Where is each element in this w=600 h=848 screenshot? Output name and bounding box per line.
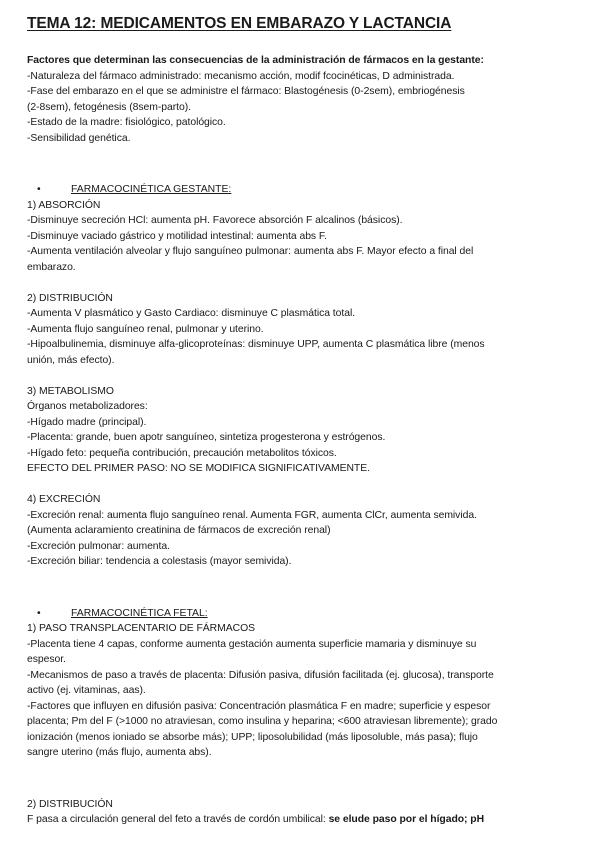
- text-line: -Hipoalbulinemia, disminuye alfa-glicoproteínas: disminuye UPP, aumenta C plasmática libre (menos: [27, 339, 485, 350]
- text-line: -Disminuye secreción HCl: aumenta pH. Favorece absorción F alcalinos (básicos).: [27, 215, 403, 226]
- text-normal: F pasa a circulación general del feto a través de cordón umbilical:: [27, 814, 329, 825]
- subsection-heading: 2) DISTRIBUCIÓN: [27, 798, 113, 810]
- section-heading: [27, 606, 573, 622]
- text-line: activo (ej. vitaminas, aas).: [27, 685, 146, 696]
- text-line: sangre uterino (más flujo, aumenta abs).: [27, 747, 212, 758]
- subsection-heading: 1) ABSORCIÓN: [27, 199, 101, 211]
- text-line: -Hígado feto: pequeña contribución, precaución metabolitos tóxicos.: [27, 447, 337, 459]
- text-line: EFECTO DEL PRIMER PASO: NO SE MODIFICA SIGNIFICATIVAMENTE.: [27, 463, 370, 474]
- text-line: -Aumenta V plasmático y Gasto Cardiaco: disminuye C plasmática total.: [27, 308, 356, 319]
- text-line: placenta; Pm del F (>1000 no atraviesan, como insulina y heparina; <600 atraviesan libremente); grado: [27, 716, 498, 727]
- subsection-heading: 4) EXCRECIÓN: [27, 494, 101, 505]
- text-line: -Hígado madre (principal).: [27, 416, 147, 428]
- text-line: -Placenta: grande, buen apotr sanguíneo, sintetiza progesterona y estrógenos.: [27, 432, 386, 443]
- text-line: (Aumenta aclaramiento creatinina de fármacos de excreción renal): [27, 525, 331, 536]
- intro-line: -Sensibilidad genética.: [27, 132, 131, 144]
- text-line: -Placenta tiene 4 capas, conforme aumenta gestación aumenta superficie mamaria y disminuye su: [27, 638, 477, 650]
- intro-line: (2-8sem), fetogénesis (8sem-parto).: [27, 101, 191, 113]
- subsection-heading: 1) PASO TRANSPLACENTARIO DE FÁRMACOS: [27, 623, 255, 634]
- page-title: TEMA 12: MEDICAMENTOS EN EMBARAZO Y LACTANCIA: [27, 15, 452, 32]
- subsection-heading: 3) METABOLISMO: [27, 385, 114, 397]
- section-heading: [27, 182, 573, 198]
- section-title: FARMACOCINÉTICA FETAL:: [71, 607, 208, 619]
- text-line: -Mecanismos de paso a través de placenta: Difusión pasiva, difusión facilitada (ej. glucosa), transporte: [27, 669, 494, 681]
- section-farmacocinetica-fetal: [27, 606, 573, 828]
- text-line: embarazo.: [27, 261, 76, 273]
- subsection-heading: 2) DISTRIBUCIÓN: [27, 292, 113, 304]
- intro-heading: Factores que determinan las consecuencias de la administración de fármacos en la gestante:: [27, 55, 484, 66]
- bullet-icon: •: [37, 607, 41, 619]
- text-line: -Factores que influyen en difusión pasiva: Concentración plasmática F en madre; superficie y espesor: [27, 700, 491, 712]
- intro-block: [27, 53, 573, 146]
- text-line: -Excreción renal: aumenta flujo sanguíneo renal. Aumenta FGR, aumenta ClCr, aumenta semivida.: [27, 509, 477, 521]
- text-line: ionización (menos ioniado se absorbe más); UPP; liposolubilidad (más liposoluble, más pasa); flujo: [27, 731, 478, 743]
- intro-line: -Fase del embarazo en el que se administre el fármaco: Blastogénesis (0-2sem), embriogénesis: [27, 86, 465, 97]
- section-farmacocinetica-gestante: [27, 182, 573, 570]
- intro-line: -Naturaleza del fármaco administrado: mecanismo acción, modif fcocinéticas, D administrada.: [27, 70, 455, 82]
- text-line: espesor.: [27, 654, 66, 665]
- text-line: -Aumenta flujo sanguíneo renal, pulmonar y uterino.: [27, 323, 264, 335]
- bullet-icon: •: [37, 184, 41, 195]
- section-title: FARMACOCINÉTICA GESTANTE:: [71, 184, 232, 195]
- text-line: [27, 812, 573, 828]
- intro-line: -Estado de la madre: fisiológico, patológico.: [27, 117, 226, 128]
- text-line: -Disminuye vaciado gástrico y motilidad intestinal: aumenta abs F.: [27, 230, 327, 242]
- text-line: Órganos metabolizadores:: [27, 401, 148, 412]
- text-bold: se elude paso por el hígado; pH: [328, 814, 485, 825]
- text-line: -Excreción pulmonar: aumenta.: [27, 540, 170, 552]
- text-line: unión, más efecto).: [27, 354, 115, 366]
- text-line: -Aumenta ventilación alveolar y flujo sanguíneo pulmonar: aumenta abs F. Mayor efecto a final del: [27, 246, 474, 257]
- text-line: -Excreción biliar: tendencia a colestasis (mayor semivida).: [27, 556, 292, 567]
